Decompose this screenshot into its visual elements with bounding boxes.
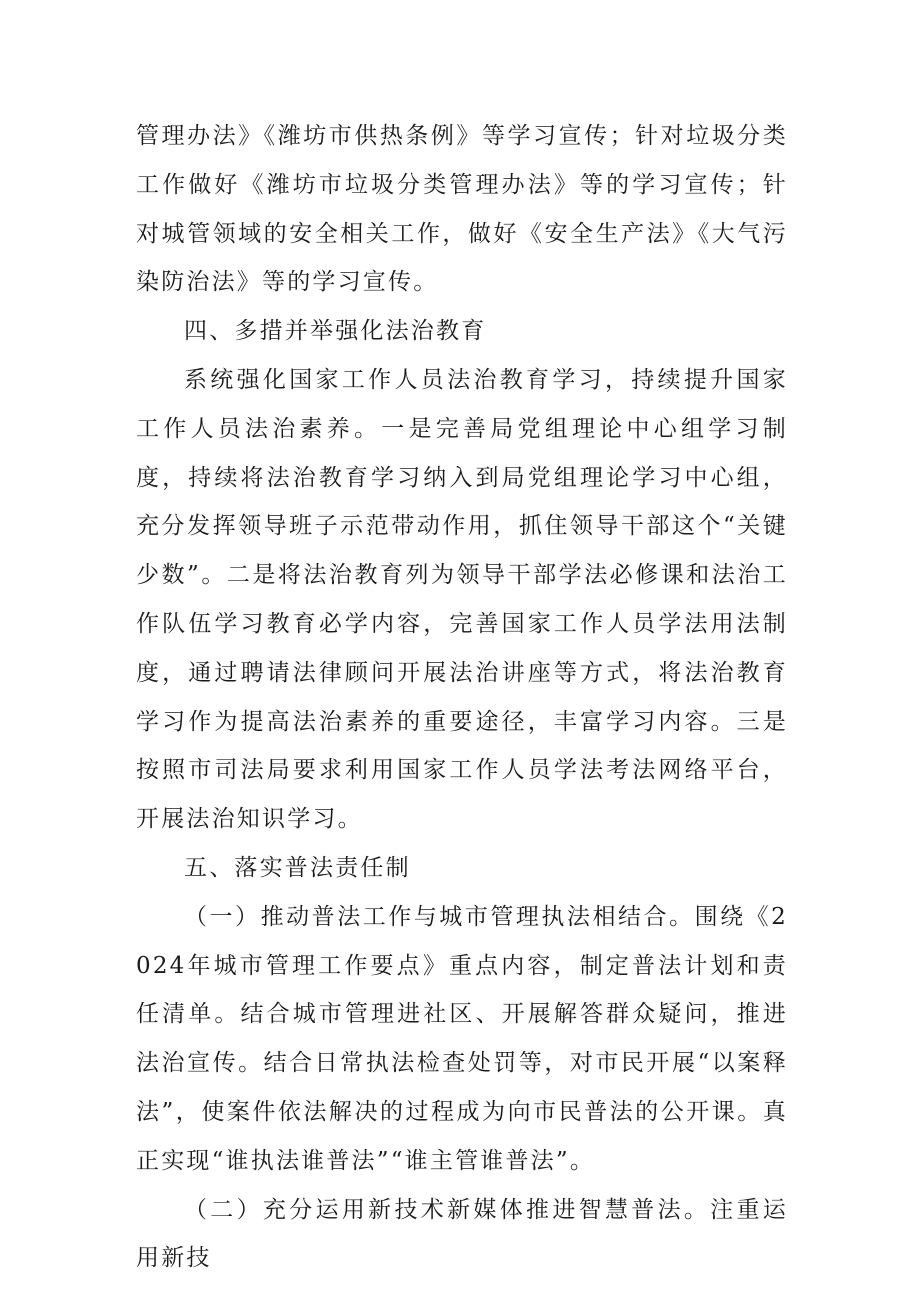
paragraph-smart-law-popularization: （二）充分运用新技术新媒体推进智慧普法。注重运用新技 bbox=[136, 1196, 788, 1272]
section-heading-five: 五、落实普法责任制 bbox=[184, 854, 411, 881]
paragraph-rule-of-law-education: 系统强化国家工作人员法治教育学习，持续提升国家工作人员法治素养。一是完善局党组理论中心组学习制度，持续将法治教育学习纳入到局党组理论学习中心组，充分发挥领导班子示范带动作用，抓住领导干部这个“关键少数”。二是将法治教育列为领导干部学法必修课和法治工作队伍学习教育必学内容，完善国家工作人员学法用法制度，通过聘请法律顾问开展法治讲座等方式，将法治教育学习作为提高法治素养的重要途径，丰富学习内容。三是按照市司法局要求利用国家工作人员学法考法网络平台，开展法治知识学习。 bbox=[136, 366, 788, 833]
section-heading-four: 四、多措并举强化法治教育 bbox=[184, 318, 487, 345]
document-body bbox=[136, 112, 788, 1283]
paragraph-law-enforcement-combination: （一）推动普法工作与城市管理执法相结合。围绕《2024年城市管理工作要点》重点内容，制定普法计划和责任清单。结合城市管理进社区、开展解答群众疑问，推进法治宣传。结合日常执法检查处罚等，对市民开展“以案释法”，使案件依法解决的过程成为向市民普法的公开课。真正实现“谁执法谁普法”“谁主管谁普法”。 bbox=[136, 903, 788, 1174]
paragraph-publicity-continued: 管理办法》《潍坊市供热条例》等学习宣传；针对垃圾分类工作做好《潍坊市垃圾分类管理办法》等的学习宣传；针对城管领域的安全相关工作，做好《安全生产法》《大气污染防治法》等的学习宣传。 bbox=[136, 123, 788, 296]
